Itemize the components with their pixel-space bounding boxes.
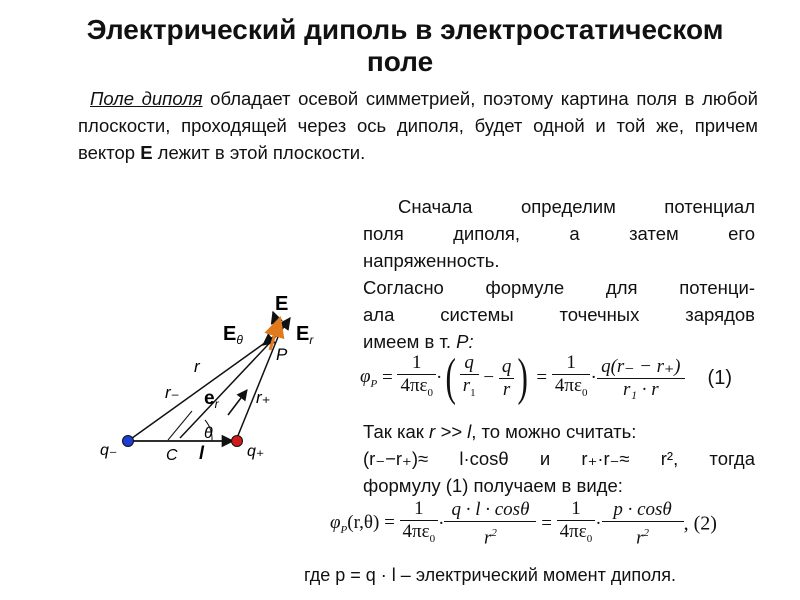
text-line-5: ала системы точечных зарядов — [363, 304, 755, 325]
label-l: l — [199, 443, 205, 463]
label-q-plus: q₊ — [247, 443, 265, 460]
intro-text-end: лежит в этой плоскости. — [152, 142, 366, 163]
text-line-4: Согласно формуле для потенци- — [363, 277, 755, 298]
text-line-2: поля диполя, а затем его — [363, 223, 755, 244]
page-title-continuation: поле — [366, 46, 434, 77]
r-line — [180, 332, 280, 438]
dipole-field-term: Поле диполя — [90, 88, 203, 109]
label-e-r: $E_r$ — [296, 323, 314, 347]
intro-text: обладает осевой симметрией, поэтому картина поля в любой плоскости, проходящей через ось диполя, будет одной и той же, причем вектор — [78, 88, 758, 163]
er-vector — [228, 390, 247, 415]
label-r: r — [194, 357, 200, 376]
equation-number-2: , (2) — [683, 512, 717, 535]
equation-number-1: (1) — [707, 366, 732, 389]
intro-paragraph — [78, 85, 758, 166]
label-q-minus: q₋ — [100, 442, 118, 459]
text-line-8: (r₋−r₊)≈ l·cosθ и r₊·r₋≈ r², тогда — [363, 448, 755, 469]
formula-2: $\varphi_P(r,\theta)$ = $\frac{1}{4\pi\varepsilon_0}$ · $\frac{q \cdot l \cdot \cos\theta}{r^2}$ = $\frac{1}{4\pi\varepsilon_0}$ · $\frac{p \cdot \cos\theta}{r^2}$ , (2) — [330, 498, 717, 549]
dipole-diagram — [0, 290, 360, 590]
label-r-minus: r₋ — [165, 383, 180, 402]
positive-charge — [232, 436, 243, 447]
page-title: Электрический диполь в электростатическом — [86, 14, 724, 45]
text-line-7: Так как r >> l, то можно считать: — [363, 421, 637, 442]
e-r-vector — [280, 318, 290, 332]
footer-text: где p = q · l – электрический момент диполя. — [304, 565, 677, 585]
label-r-plus: r₊ — [256, 388, 271, 407]
label-p: P — [276, 345, 288, 364]
negative-charge — [123, 436, 134, 447]
text-line-9: формулу (1) получаем в виде: — [363, 475, 623, 496]
vector-e: E — [140, 142, 153, 163]
label-e-theta: $E_\theta$ — [223, 323, 243, 347]
text-line-6: имеем в т. P: — [363, 331, 474, 352]
label-er: $e_r$ — [204, 388, 219, 411]
formula-1: $\varphi_P$ = $\frac{1}{4\pi\varepsilon_0}$ ·( $\frac{q}{r_1}$ − $\frac{q}{r}$ ) = $\frac{1}{4\pi\varepsilon_0}$ · $\frac{q(r_- - r_+)}{\text{r₁ · r}}$ (1) — [360, 349, 732, 406]
perpendicular-line — [168, 411, 192, 440]
label-c: C — [166, 447, 178, 464]
label-e: E — [275, 293, 289, 315]
label-theta: θ — [204, 425, 213, 442]
text-line-3: напряженность. — [363, 250, 500, 271]
text-line-1: Сначала определим потенциал — [398, 196, 755, 217]
